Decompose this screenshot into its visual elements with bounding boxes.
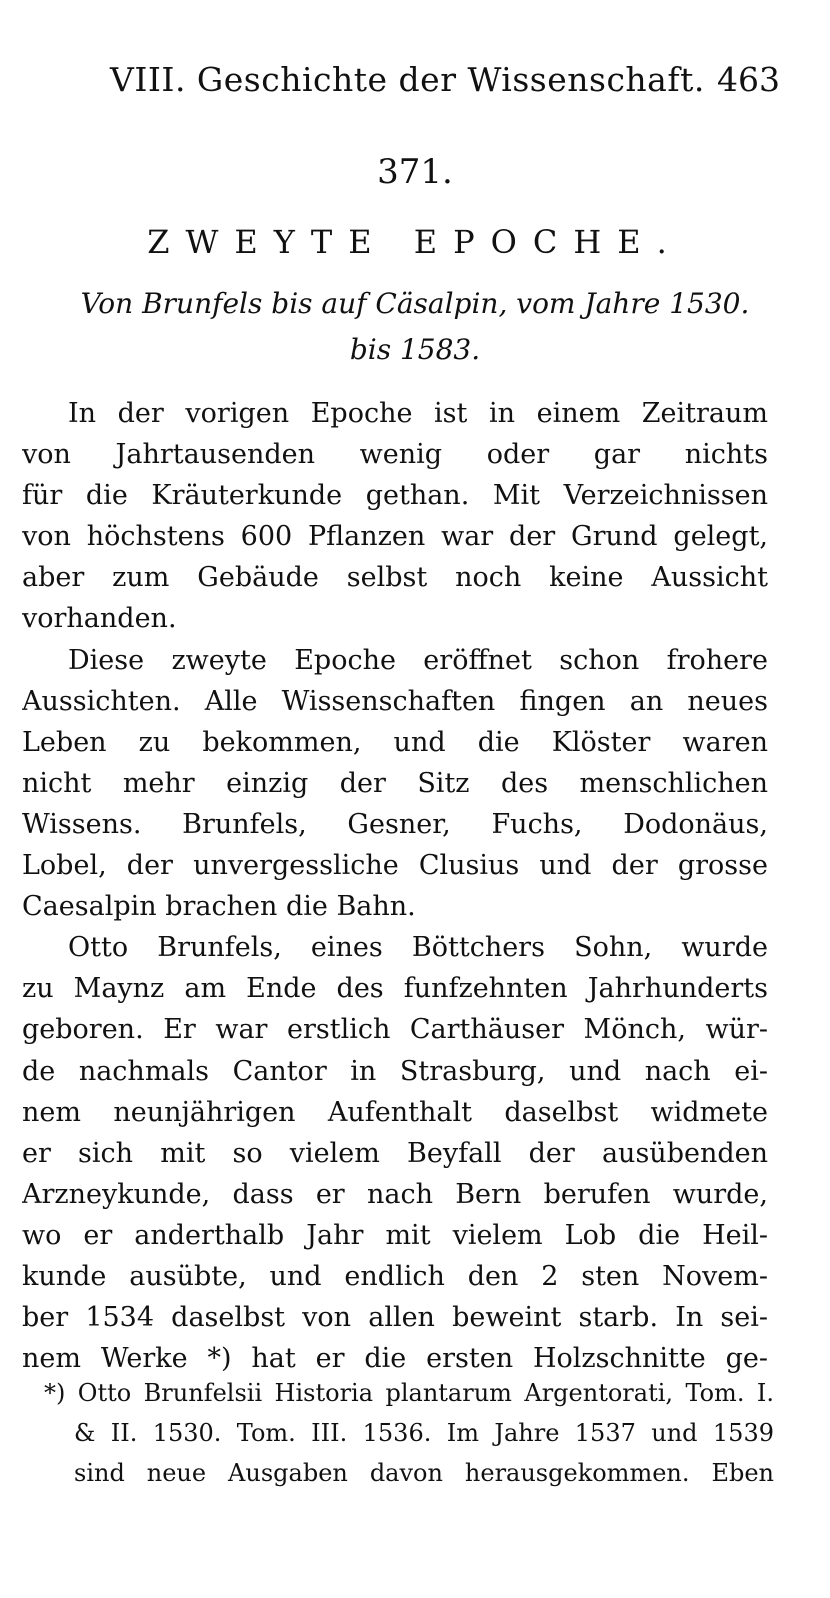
text-line: Aussichten. Alle Wissenschaften fingen an neues <box>22 685 768 717</box>
text-line: wo er anderthalb Jahr mit vielem Lob die Heil- <box>22 1219 768 1251</box>
text-line: nicht mehr einzig der Sitz des menschlichen <box>22 767 768 799</box>
footnote-line: & II. 1530. Tom. III. 1536. Im Jahre 1537 und 1539 <box>74 1419 774 1447</box>
text-line: de nachmals Cantor in Strasburg, und nach ei- <box>22 1055 768 1087</box>
footnote-line: *) Otto Brunfelsii Historia plantarum Argentorati, Tom. I. <box>44 1379 774 1407</box>
text-line: nem neunjährigen Aufenthalt daselbst widmete <box>22 1096 768 1128</box>
text-line: Arzneykunde, dass er nach Bern berufen wurde, <box>22 1178 768 1210</box>
epoch-subtitle <box>30 281 800 373</box>
text-line: vorhanden. <box>22 603 177 635</box>
text-line: nem Werke *) hat er die ersten Holzschnitte ge- <box>22 1343 768 1375</box>
text-line: für die Kräuterkunde gethan. Mit Verzeichnissen <box>22 480 768 512</box>
text-line: Diese zweyte Epoche eröffnet schon frohere <box>68 644 768 676</box>
subtitle-line-1: Von Brunfels bis auf Cäsalpin, vom Jahre 1530. <box>80 287 750 320</box>
subtitle-line-2: bis 1583. <box>349 333 481 366</box>
body-text <box>22 393 768 1379</box>
text-line: Leben zu bekommen, und die Klöster waren <box>22 726 768 758</box>
footnote <box>44 1373 774 1493</box>
text-line: kunde ausübte, und endlich den 2 sten Novem- <box>22 1260 768 1292</box>
text-line: er sich mit so vielem Beyfall der ausübenden <box>22 1137 768 1169</box>
text-line: ber 1534 daselbst von allen beweint starb. In sei- <box>22 1302 768 1334</box>
text-line: Lobel, der unvergessliche Clusius und der grosse <box>22 850 768 882</box>
section-number: 371. <box>377 152 453 192</box>
text-line: aber zum Gebäude selbst noch keine Aussicht <box>22 562 768 594</box>
epoch-heading: ZWEYTE EPOCHE. <box>147 223 683 261</box>
text-line: Caesalpin brachen die Bahn. <box>22 891 416 923</box>
text-line: In der vorigen Epoche ist in einem Zeitraum <box>68 398 768 429</box>
running-header <box>110 58 780 102</box>
text-line: von Jahrtausenden wenig oder gar nichts <box>22 439 768 471</box>
text-line: Wissens. Brunfels, Gesner, Fuchs, Dodonäus, <box>22 808 768 840</box>
text-line: zu Maynz am Ende des funfzehnten Jahrhunderts <box>22 973 768 1005</box>
text-line: geboren. Er war erstlich Carthäuser Mönch, wür- <box>22 1014 768 1046</box>
text-line: Otto Brunfels, eines Böttchers Sohn, wurde <box>68 932 768 964</box>
footnote-line: sind neue Ausgaben davon herausgekommen. Eben <box>74 1459 774 1487</box>
running-title: VIII. Geschichte der Wissenschaft. <box>110 60 705 99</box>
text-line: von höchstens 600 Pflanzen war der Grund gelegt, <box>22 521 768 553</box>
page-number: 463 <box>717 60 780 99</box>
